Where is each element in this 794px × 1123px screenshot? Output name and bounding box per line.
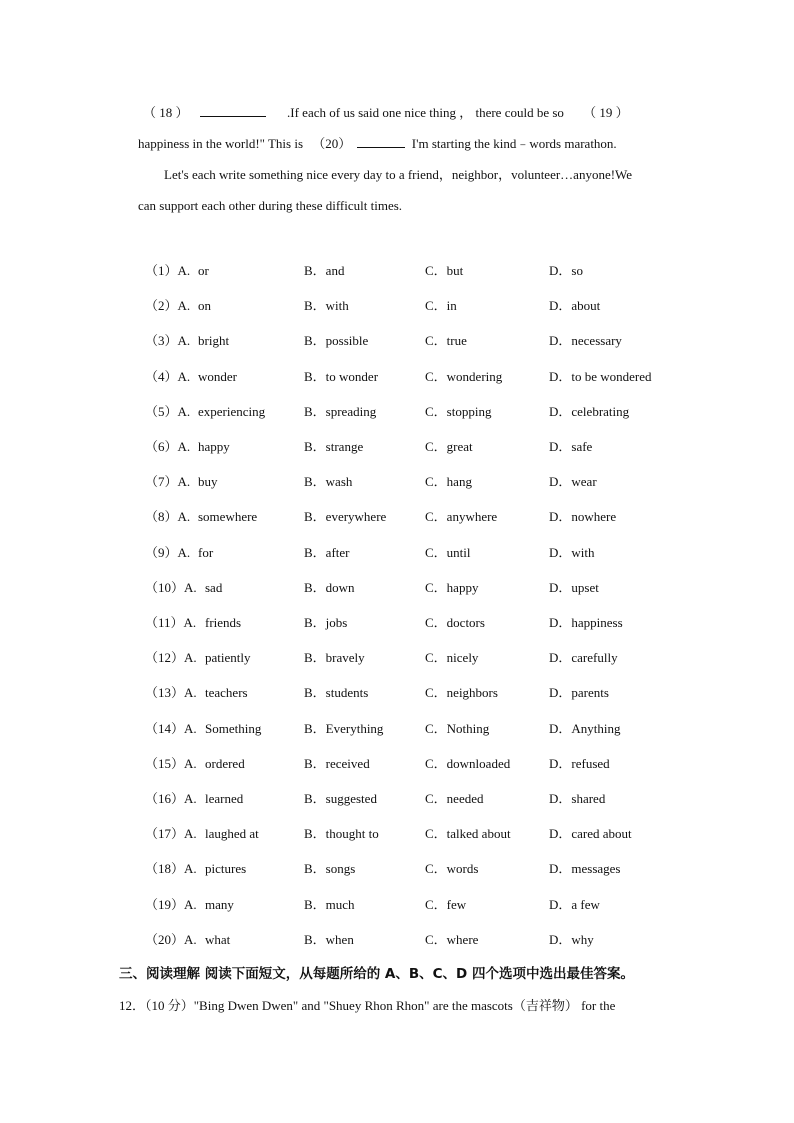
option-d (549, 368, 652, 386)
question-number: （11）A. (145, 615, 197, 630)
option-c-label: C． (425, 650, 447, 666)
blank-number-20: （20） (312, 136, 352, 151)
option-b (304, 332, 368, 350)
option-d-label: D． (549, 720, 572, 736)
option-a: learned (205, 791, 244, 806)
question-number: （12）A. (145, 650, 197, 666)
option-d-text: why (571, 931, 594, 947)
option-c-label: C． (425, 896, 447, 912)
option-c-label: C． (425, 509, 447, 525)
question-row (0, 684, 794, 704)
passage-line-2-end: I'm starting the kind﹣words marathon. (411, 136, 617, 151)
option-a: experiencing (198, 403, 266, 419)
question-row (0, 931, 794, 951)
option-b-label: B． (304, 826, 326, 842)
option-d-text: about (571, 298, 601, 314)
question-number: （20）A. (145, 931, 197, 947)
question-number: （3）A. (145, 333, 191, 349)
passage-line-2 (138, 135, 617, 153)
option-d (549, 614, 623, 632)
option-b (304, 544, 349, 562)
question-row (0, 262, 794, 282)
option-b-label: B． (304, 579, 326, 595)
option-d-label: D． (549, 298, 572, 314)
question-row (0, 403, 794, 423)
option-d-label: D． (549, 333, 572, 349)
option-d-label: D． (549, 579, 572, 595)
option-b (304, 931, 354, 949)
option-c-label: C． (425, 826, 447, 842)
option-d (549, 579, 599, 597)
option-c-label: C． (425, 755, 447, 771)
option-c-text: stopping (446, 403, 492, 419)
option-b-label: B． (304, 263, 326, 278)
option-c (425, 790, 483, 808)
option-b-text: after (325, 544, 350, 560)
option-c (425, 438, 473, 456)
option-d-label: D． (549, 791, 572, 806)
option-a: ordered (205, 755, 245, 771)
option-c-label: C． (425, 333, 447, 349)
option-b-text: when (325, 931, 354, 947)
question-row (0, 649, 794, 669)
option-d-label: D． (549, 650, 572, 666)
option-c (425, 860, 478, 878)
option-b (304, 720, 383, 738)
option-d-label: D． (549, 509, 572, 525)
option-b-text: thought to (325, 826, 379, 842)
option-b (304, 473, 352, 491)
option-c (425, 508, 497, 526)
option-c (425, 262, 463, 280)
option-c-label: C． (425, 298, 447, 314)
question-number: （15）A. (145, 755, 197, 771)
option-b (304, 297, 349, 315)
option-b-text: suggested (325, 791, 377, 806)
option-b-text: much (325, 896, 355, 912)
option-b-text: possible (325, 333, 369, 349)
option-d-label: D． (549, 263, 572, 278)
blank-number-18: （ 18 ） (143, 105, 189, 120)
option-a: laughed at (205, 826, 259, 842)
question-number: （10）A. (145, 579, 197, 595)
option-c-text: hang (446, 474, 472, 490)
passage-line-1-text: .If each of us said one nice thing ， there could be so (287, 105, 564, 120)
option-b-text: students (325, 685, 369, 701)
question-number: （16）A. (145, 791, 197, 806)
option-b-label: B． (304, 650, 326, 666)
question-row (0, 825, 794, 845)
option-b-text: bravely (325, 650, 365, 666)
option-c-label: C． (425, 861, 447, 877)
question-number: （8）A. (145, 509, 191, 525)
option-d-label: D． (549, 403, 572, 419)
option-b-text: and (325, 263, 345, 278)
option-d-label: D． (549, 544, 572, 560)
question-row (0, 614, 794, 634)
option-b-text: wash (325, 474, 353, 490)
option-d-text: Anything (571, 720, 621, 736)
option-d-text: messages (571, 861, 621, 877)
option-c-text: anywhere (446, 509, 498, 525)
option-d (549, 473, 597, 491)
option-c (425, 544, 471, 562)
option-c-text: doctors (446, 615, 485, 630)
option-b (304, 755, 370, 773)
option-c (425, 825, 511, 843)
question-row (0, 297, 794, 317)
option-c-text: words (446, 861, 479, 877)
option-a: patiently (205, 650, 251, 666)
passage-line-4: can support each other during these difficult times. (138, 198, 403, 213)
question-number: （19）A. (145, 896, 197, 912)
option-c-label: C． (425, 579, 447, 595)
option-d-label: D． (549, 368, 572, 384)
option-d-text: celebrating (571, 403, 630, 419)
question-row (0, 896, 794, 916)
option-b (304, 790, 377, 808)
option-d-label: D． (549, 861, 572, 877)
question-12-intro: 12．（10 分）"Bing Dwen Dwen" and "Shuey Rhon Rhon" are the mascots（吉祥物） for the (119, 998, 616, 1013)
question-number: （13）A. (145, 685, 197, 701)
option-c (425, 720, 489, 738)
option-a: on (198, 298, 211, 314)
option-d-text: carefully (571, 650, 618, 666)
option-b (304, 579, 355, 597)
option-d (549, 720, 621, 738)
option-c-text: downloaded (446, 755, 511, 771)
option-b-label: B． (304, 403, 326, 419)
option-d (549, 684, 609, 702)
option-d-text: nowhere (571, 509, 617, 525)
option-b-text: down (325, 579, 355, 595)
option-d (549, 297, 600, 315)
question-number: （2）A. (145, 298, 191, 314)
option-b-label: B． (304, 615, 326, 630)
option-a: for (198, 544, 214, 560)
answer-blank-20 (357, 135, 405, 148)
option-b (304, 438, 363, 456)
option-c (425, 684, 498, 702)
option-c-text: talked about (446, 826, 511, 842)
option-c-text: but (446, 263, 464, 278)
option-c (425, 579, 478, 597)
option-d (549, 896, 600, 914)
question-number: （14）A. (145, 720, 197, 736)
question-row (0, 438, 794, 458)
question-number: （7）A. (145, 474, 191, 490)
option-c-text: few (446, 896, 467, 912)
option-d-text: so (571, 263, 583, 278)
option-c-text: where (446, 931, 479, 947)
question-row (0, 790, 794, 810)
option-b-text: songs (325, 861, 356, 877)
option-b-label: B． (304, 685, 326, 701)
option-a: happy (198, 439, 230, 454)
question-row (0, 368, 794, 388)
option-d-label: D． (549, 755, 572, 771)
option-c (425, 649, 478, 667)
option-c-label: C． (425, 720, 447, 736)
option-b-label: B． (304, 509, 326, 525)
option-d (549, 649, 618, 667)
option-b (304, 825, 379, 843)
option-d (549, 755, 610, 773)
option-c (425, 332, 467, 350)
option-b-text: jobs (325, 615, 348, 630)
option-c (425, 403, 491, 421)
option-d-text: safe (571, 439, 593, 454)
option-d (549, 860, 621, 878)
option-a: Something (205, 720, 262, 736)
option-c-label: C． (425, 368, 447, 384)
option-b-label: B． (304, 720, 326, 736)
option-d-label: D． (549, 439, 572, 454)
option-d-text: a few (571, 896, 600, 912)
option-c-label: C． (425, 931, 447, 947)
option-d (549, 332, 622, 350)
option-b-label: B． (304, 861, 326, 877)
option-a: somewhere (198, 509, 258, 525)
option-c-text: true (446, 333, 467, 349)
option-b-label: B． (304, 474, 326, 490)
question-row (0, 860, 794, 880)
option-d (549, 262, 583, 280)
question-row (0, 579, 794, 599)
option-d-text: shared (571, 791, 606, 806)
option-c-text: until (446, 544, 471, 560)
option-d-text: cared about (571, 826, 632, 842)
option-d-label: D． (549, 615, 572, 630)
option-a: or (198, 263, 209, 278)
option-b (304, 508, 386, 526)
option-d-label: D． (549, 931, 572, 947)
option-c-label: C． (425, 474, 447, 490)
option-b (304, 403, 376, 421)
option-b-text: to wonder (325, 368, 379, 384)
option-b (304, 368, 378, 386)
option-c-label: C． (425, 685, 447, 701)
option-a: sad (205, 579, 223, 595)
question-number: （4）A. (145, 368, 191, 384)
option-d-text: upset (571, 579, 599, 595)
option-b-label: B． (304, 439, 326, 454)
option-c-label: C． (425, 544, 447, 560)
passage-line-2-start: happiness in the world!" This is (138, 136, 304, 151)
option-b-text: Everything (325, 720, 384, 736)
option-c-label: C． (425, 263, 447, 278)
option-c-text: nicely (446, 650, 479, 666)
passage-line-1 (143, 104, 629, 122)
question-row (0, 508, 794, 528)
option-c (425, 896, 466, 914)
option-d (549, 931, 594, 949)
option-c (425, 614, 485, 632)
question-number: （5）A. (145, 403, 191, 419)
option-b-text: spreading (325, 403, 377, 419)
question-number: （1）A. (145, 263, 191, 278)
option-c (425, 931, 478, 949)
option-c-text: needed (446, 791, 484, 806)
option-b-label: B． (304, 544, 326, 560)
option-d (549, 790, 605, 808)
option-c (425, 368, 502, 386)
option-d-text: wear (571, 474, 597, 490)
option-d-label: D． (549, 685, 572, 701)
option-b-label: B． (304, 931, 326, 947)
option-d-text: to be wondered (571, 368, 652, 384)
question-row (0, 332, 794, 352)
question-number: （9）A. (145, 544, 191, 560)
option-b (304, 896, 355, 914)
option-d (549, 544, 595, 562)
option-d (549, 403, 629, 421)
option-d (549, 825, 632, 843)
option-a: friends (205, 615, 242, 630)
option-b (304, 860, 355, 878)
option-c-label: C． (425, 791, 447, 806)
option-c (425, 755, 510, 773)
option-b-text: strange (325, 439, 364, 454)
question-row (0, 544, 794, 564)
option-b-label: B． (304, 896, 326, 912)
option-b-label: B． (304, 298, 326, 314)
option-d-label: D． (549, 826, 572, 842)
question-number: （18）A. (145, 861, 197, 877)
option-d-text: necessary (571, 333, 622, 349)
option-b-text: received (325, 755, 370, 771)
option-d-label: D． (549, 896, 572, 912)
option-c-text: great (446, 439, 473, 454)
option-a: pictures (205, 861, 247, 877)
option-c-text: wondering (446, 368, 503, 384)
option-d (549, 438, 592, 456)
option-d-text: with (571, 544, 595, 560)
option-b-text: everywhere (325, 509, 387, 525)
option-c-label: C． (425, 403, 447, 419)
option-d-label: D． (549, 474, 572, 490)
option-b-label: B． (304, 333, 326, 349)
option-c-text: happy (446, 579, 479, 595)
option-b-label: B． (304, 791, 326, 806)
option-b (304, 684, 368, 702)
option-b (304, 649, 365, 667)
option-c-label: C． (425, 615, 447, 630)
option-c-text: neighbors (446, 685, 498, 701)
option-a: bright (198, 333, 230, 349)
option-a: buy (198, 474, 218, 490)
option-c-label: C． (425, 439, 447, 454)
option-a: what (205, 931, 231, 947)
option-c-text: in (446, 298, 457, 314)
option-a: wonder (198, 368, 237, 384)
option-a: teachers (205, 685, 248, 701)
option-c (425, 297, 457, 315)
question-row (0, 720, 794, 740)
option-d-text: parents (571, 685, 609, 701)
option-c-text: Nothing (446, 720, 490, 736)
option-d-text: happiness (571, 615, 623, 630)
option-d (549, 508, 616, 526)
question-row (0, 755, 794, 775)
option-b-label: B． (304, 368, 326, 384)
question-number: （6）A. (145, 439, 191, 454)
option-b (304, 262, 344, 280)
passage-line-3: Let's each write something nice every day to a friend，neighbor，volunteer…anyone!We (164, 167, 633, 182)
blank-number-19: （ 19 ） (583, 105, 629, 120)
option-c (425, 473, 472, 491)
answer-blank-18 (200, 104, 266, 117)
option-d-text: refused (571, 755, 610, 771)
option-b (304, 614, 347, 632)
section-heading: 三、阅读理解 阅读下面短文，从每题所给的 A、B、C、D 四个选项中选出最佳答案。 (119, 966, 634, 982)
question-number: （17）A. (145, 826, 197, 842)
option-a: many (205, 896, 234, 912)
option-b-label: B． (304, 755, 326, 771)
question-row (0, 473, 794, 493)
option-b-text: with (325, 298, 349, 314)
